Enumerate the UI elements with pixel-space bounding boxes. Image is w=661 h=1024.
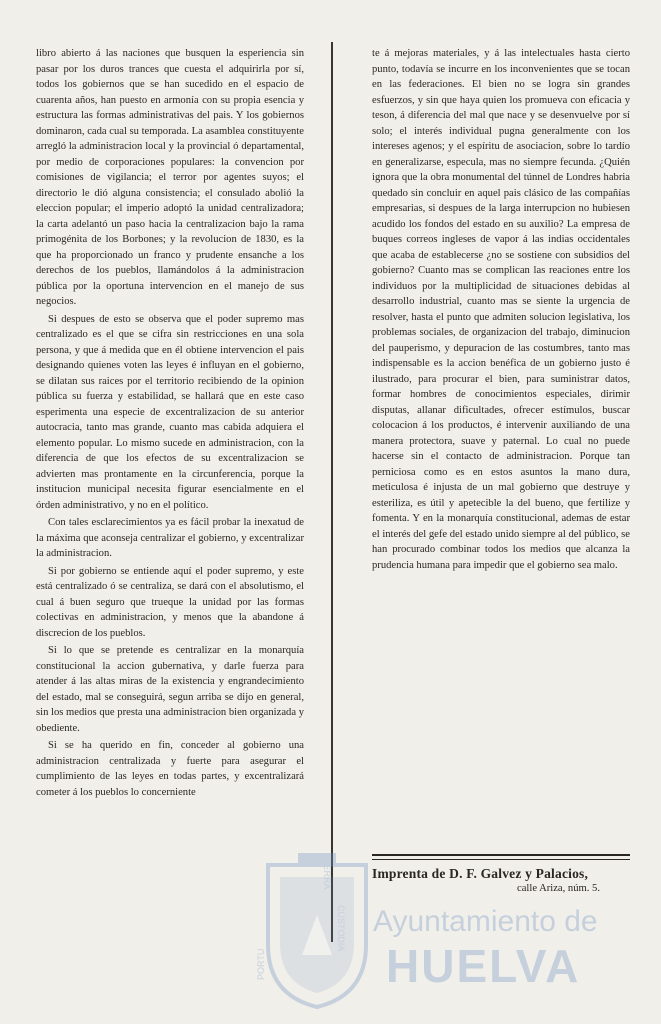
paragraph: Si se ha querido en fin, conceder al gobierno una administracion centralizada y fuerte para asegurar el cumplimiento de las leyes en todas partes, y excentralizará cometer á los pueblos lo concerniente bbox=[36, 740, 304, 798]
left-text-column bbox=[36, 46, 304, 802]
seal-word: TERRA bbox=[322, 859, 332, 890]
column-divider bbox=[331, 42, 333, 942]
archive-watermark bbox=[258, 845, 638, 1015]
seal-word: CUSTODIA bbox=[336, 905, 346, 952]
seal-word: PORTU bbox=[256, 948, 266, 980]
coat-of-arms-icon bbox=[258, 845, 376, 1010]
paragraph: Si despues de esto se observa que el poder supremo mas centralizado es el que se cifra sin restricciones en una sola persona, y que á medida que en él obtiene intervencion el pais designando quienes voten las leyes é influyan en el gobierno, se dilatan sus raices por el territorio recibiendo de la opinion pública su fuerza y estabilidad, se hallará que en este caso esperimenta una especie de excentralizacion de su anterior autocracia, tanto mas grande, cuanto mas cabida adquiera el elemento popular. Lo mismo sucede en administracion, con la diferencia de que los efectos de su excentralizacion se advierten mas prontamente en la circunferencia, porque la institucion municipal necesita figurar esencialmente en el órden administrativo, y no en el político. bbox=[36, 313, 304, 511]
right-text-column bbox=[372, 46, 630, 575]
watermark-line-1: Ayuntamiento de bbox=[373, 905, 598, 938]
paragraph: te á mejoras materiales, y á las intelectuales hasta cierto punto, todavía se incurre en los inconvenientes que se tocan en las federaciones. El bien no se logra sin grandes esfuerzos, y sin que haya quien los promueva con eficacia y teson, á diferencia del mal que nace y se desenvuelve por sí solo; el interés individual pugna generalmente con los intereses agenos; y el espíritu de asociacion, sobre lo tardío en generalizarse, especula, mas no siempre fecunda. ¿Quién ignora que la obra monumental del túnnel de Londres habria quedado sin concluir en aquel pais clásico de las compañías empresarias, si despues de la larga interrupcion no hubiesen acudido los fondos del estado en su auxilio? La empresa de buques correos ingleses de vapor á las indias occidentales que acaba de establecerse ¿no se sostiene con subsidios del gobierno? Cuanto mas se complican las reaciones entre los individuos por la multiplicidad de situaciones debidas al desarrollo industrial, cuanto mas se siente la urgencia de resolver, hasta el punto que admiten solucion legislativa, los problemas sociales, de organizacion del trabajo, diminucion del pauperismo, y depuracion de las costumbres, tanto mas indispensable es la accion benéfica de un gobierno justo é ilustrado, para procurar el bien, para suministrar datos, formar hombres de conocimientos especiales, dirimir disputas, allanar dificultades, ofrecer estímulos, buscar colocacion á los productos, é intervenir auxiliando de una manera protectora, suave y paternal. Lo cual no puede hacerse sin el contacto de administracion. Porque tan perniciosa como es en estos asuntos la mano dura, meticulosa é injusta de un mal gobierno que destruye y esteriliza, es útil y apetecible la del bueno, que fertilize y fomenta. Y en la monarquía constitucional, ademas de estar el interés del gefe del estado unido siempre al del público, se han procurado combinar todos los medios que alcanza la prudencia humana para impedir que el gobierno sea malo. bbox=[372, 48, 630, 571]
paragraph: Si por gobierno se entiende aquí el poder supremo, y este está centralizado ó se centraliza, se dará con el absolutismo, el cual á buen seguro que trueque la unidad por las formas colectivas en administracion, y menos que la abandone á discrecion de los pueblos. bbox=[36, 565, 304, 639]
watermark-line-2: HUELVA bbox=[386, 940, 581, 992]
paragraph: Con tales esclarecimientos ya es fácil probar la inexatud de la máxima que aconseja centralizar el gobierno, y excentralizar la administracion. bbox=[36, 517, 304, 559]
imprint-address: calle Ariza, núm. 5. bbox=[517, 883, 600, 894]
imprint-printer-name: Imprenta de D. F. Galvez y Palacios, bbox=[372, 866, 589, 881]
paragraph: Si lo que se pretende es centralizar en la monarquía constitucional la accion gubernativa, y darle fuerza para atender á las altas miras de la existencia y engrandecimiento del estado, mal se conseguirá, segun arriba se dijo en general, sin los medios que presta una administracion bien organizada y obediente. bbox=[36, 645, 304, 734]
paragraph: libro abierto á las naciones que busquen la esperiencia sin pasar por los duros trances que cuesta el adquirirla por sí, todos los gobiernos que se han sucedido en el espacio de cuarenta años, han puesto en armonía con su propia esencia y estructura las formas administrativas del pais. Y los gobiernos dominaron, cada cual su temporada. La asamblea constituyente arregló la administracion local y la provincial ó departamental, por medio de corporaciones populares: la convencion por comisiones de vigilancia; el terror por agentes suyos; el directorio le dió alguna consistencia; el consulado abolió la eleccion popular; el imperio adoptó la unidad centralizadora; la carta adelantó un paso hacia la centralizacion bajo la rama primogénita de los Borbones; y la revolucion de 1830, es la que ha proporcionado un franco y prudente ensanche a los derechos de los pueblos, llamándolos á la administracion pública por la oportuna intervencion en el manejo de sus negocios. bbox=[36, 48, 304, 307]
